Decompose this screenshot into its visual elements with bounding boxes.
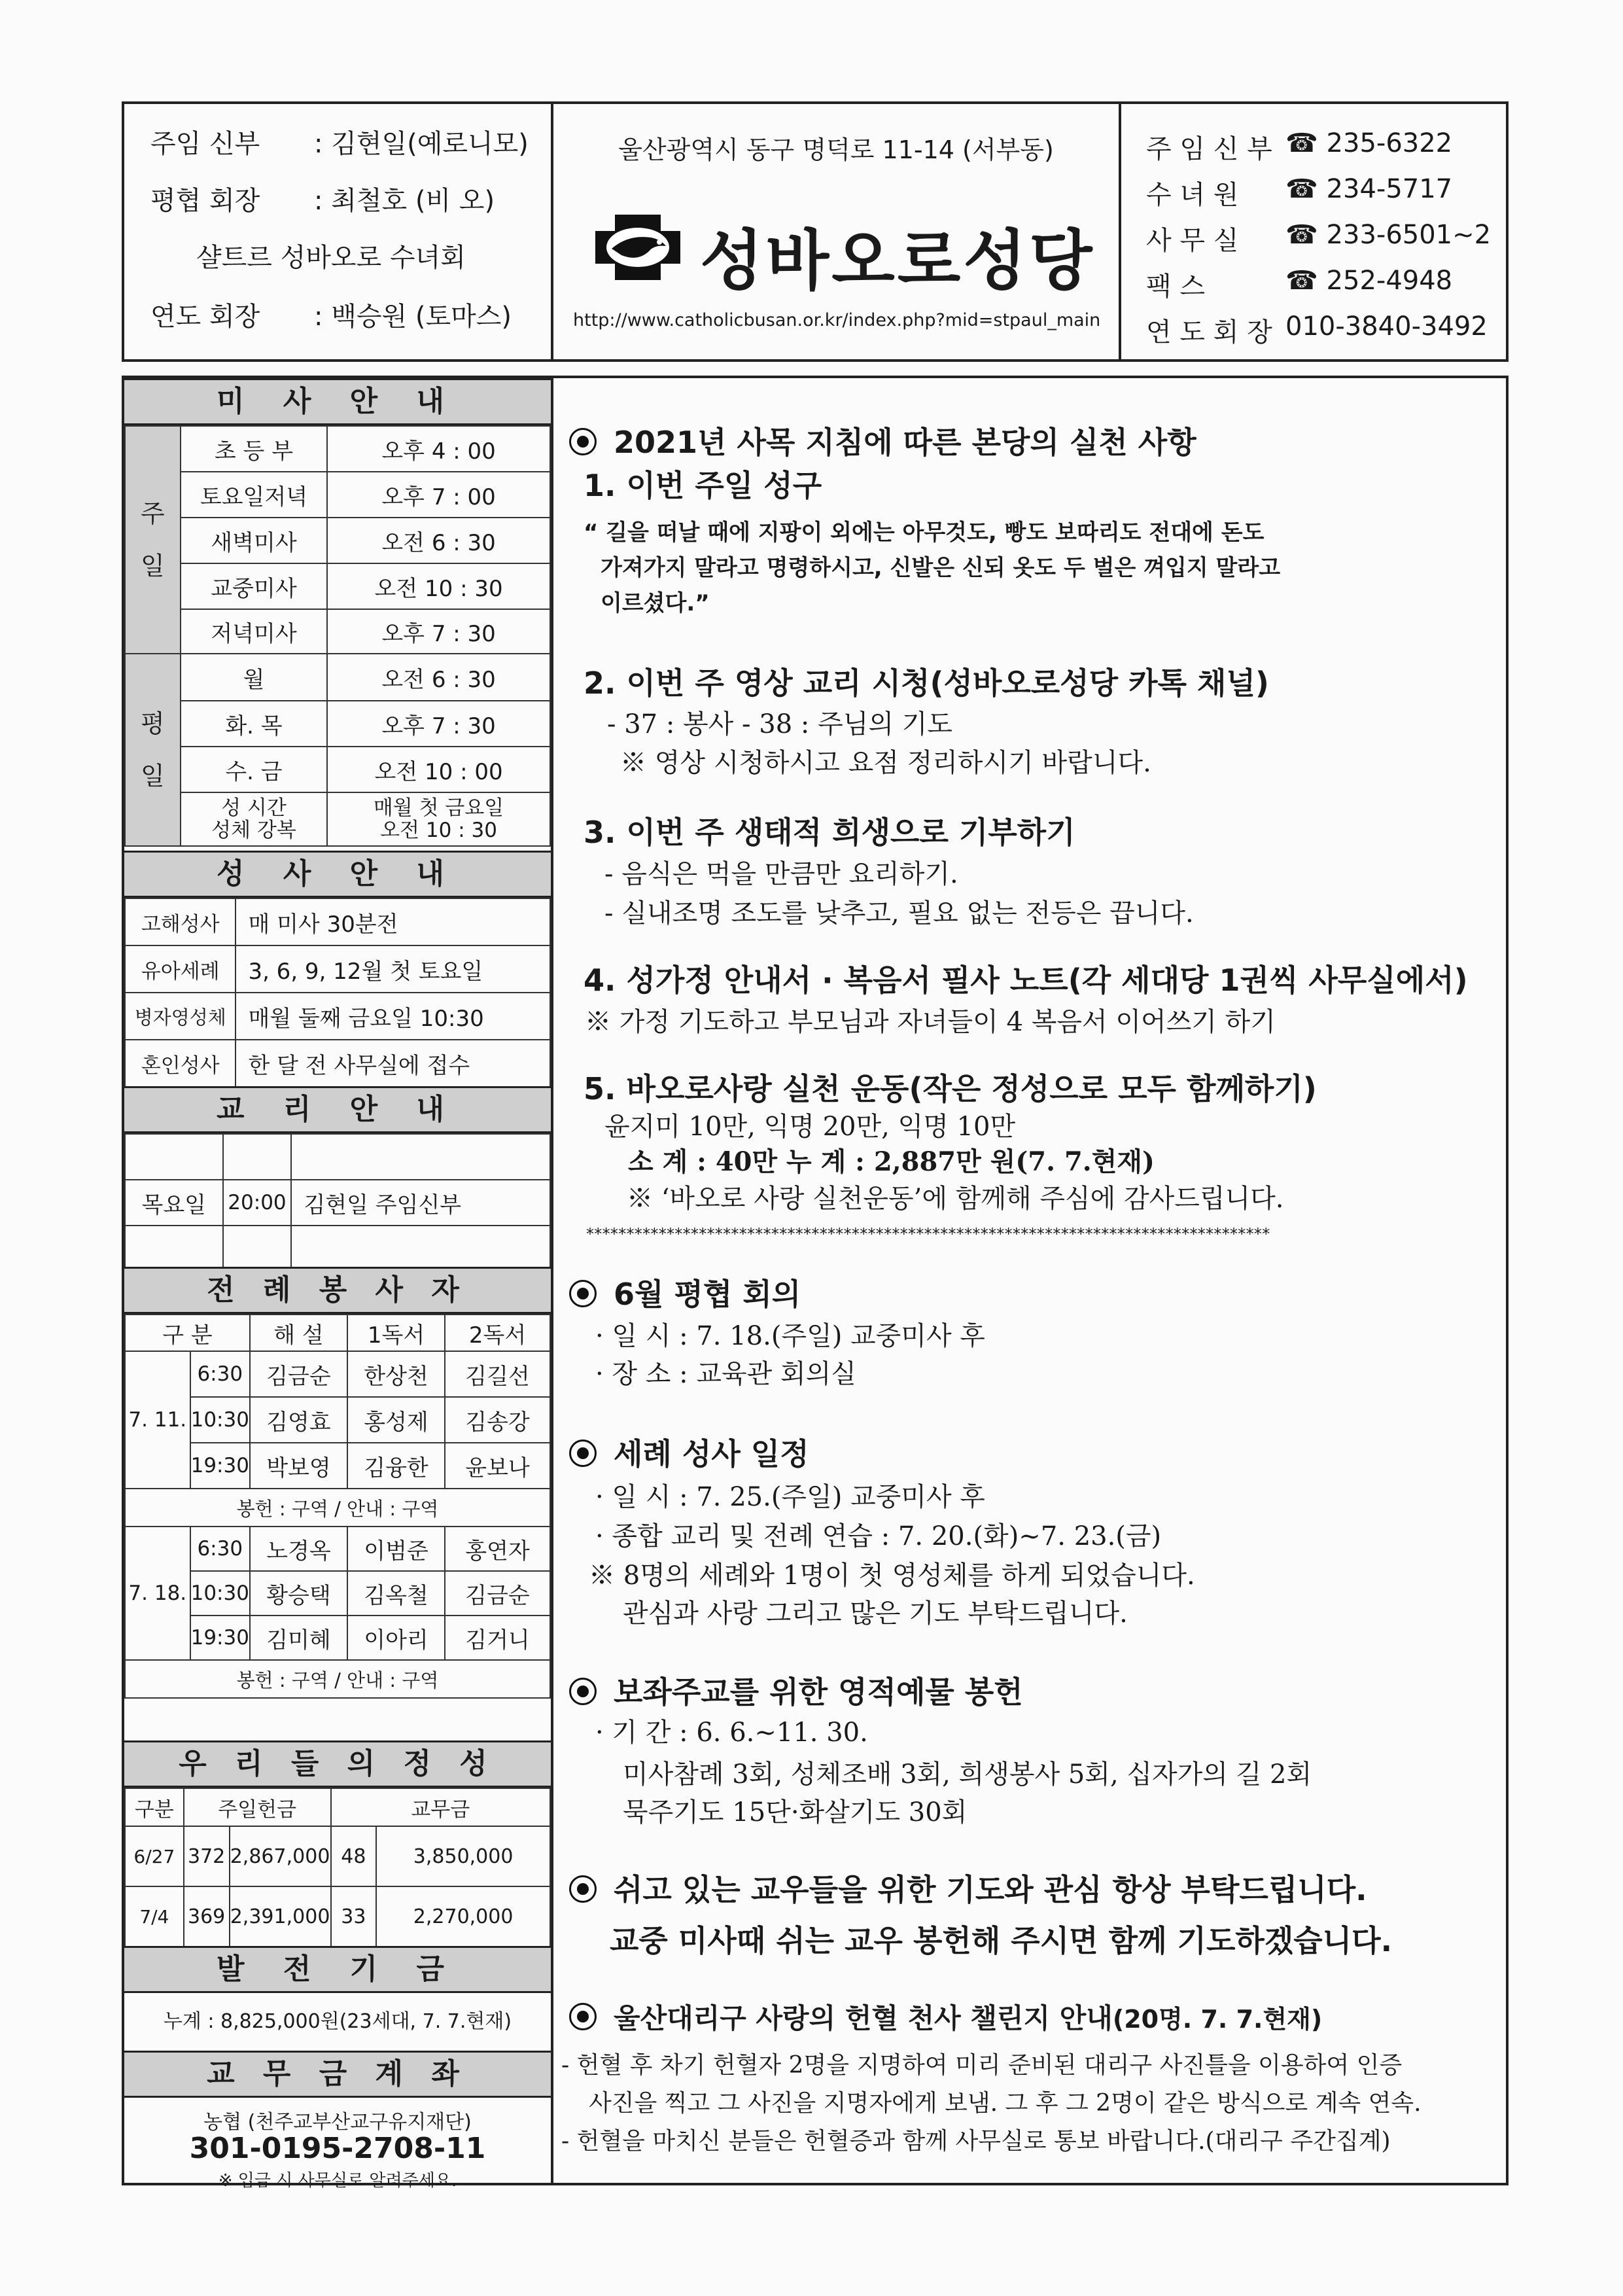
account-title: 교 무 금 계 좌	[124, 2051, 551, 2098]
offerings-header: 주일헌금	[184, 1788, 331, 1826]
bullet-icon	[569, 1280, 597, 1307]
liturgy-note: 봉헌 : 구역 / 안내 : 구역	[125, 1489, 550, 1527]
adoration-time: 매월 첫 금요일 오전 10 : 30	[327, 792, 550, 846]
item-title: 5. 바오로사랑 실천 운동(작은 정성으로 모두 함께하기)	[584, 1071, 1317, 1106]
verse-line: 이르셨다.”	[601, 590, 710, 616]
sacrament-name: 고해성사	[125, 898, 236, 945]
liturgy-cell: 한상천	[347, 1351, 445, 1397]
item-title: 2. 이번 주 영상 교리 시청(성바오로성당 카톡 채널)	[584, 665, 1269, 701]
staff-label: 주임 신부	[150, 129, 260, 159]
liturgy-cell: 노경옥	[250, 1527, 347, 1571]
sacrament-name: 혼인성사	[125, 1040, 236, 1087]
item-line: · 일 시 : 7. 25.(주일) 교중미사 후	[595, 1482, 985, 1512]
section-resting: 쉬고 있는 교우들을 위한 기도와 관심 항상 부탁드립니다.	[569, 1866, 1367, 1909]
development-title: 발 전 기 금	[124, 1946, 551, 1993]
contact-phone: ☎ 234-5717	[1285, 174, 1453, 204]
liturgy-cell: 이범준	[347, 1527, 445, 1571]
sacrament-value: 3, 6, 9, 12월 첫 토요일	[236, 945, 550, 993]
liturgy-cell: 홍성제	[347, 1397, 445, 1443]
item-line: - 실내조명 조도를 낮추고, 필요 없는 전등은 끕니다.	[604, 898, 1194, 928]
liturgy-cell: 김금순	[250, 1351, 347, 1397]
liturgy-time: 6:30	[190, 1527, 250, 1571]
liturgy-date: 7. 11.	[125, 1351, 190, 1489]
phone-icon: ☎	[1285, 128, 1318, 158]
mass-name: 초 등 부	[181, 426, 327, 472]
catechism-table	[124, 1133, 551, 1268]
liturgy-cell: 김미혜	[250, 1616, 347, 1660]
liturgy-cell: 김영효	[250, 1397, 347, 1443]
adoration-name: 성 시간 성체 강복	[181, 792, 327, 846]
section-bishop-offering: 보좌주교를 위한 영적예물 봉헌	[569, 1669, 1023, 1712]
staff-label: 연도 회장	[150, 302, 260, 332]
catechism-teacher: 김현일 주임신부	[291, 1180, 550, 1226]
liturgy-header: 해 설	[250, 1315, 347, 1351]
church-name: 성바오로성당	[700, 222, 1095, 299]
star-divider: *************************************************************************************	[586, 1225, 1270, 1243]
phone-icon: ☎	[1285, 220, 1318, 250]
item-line: 사진을 찍고 그 사진을 지명자에게 보냄. 그 후 그 2명이 같은 방식으로 계속 연속.	[589, 2090, 1422, 2117]
verse-line: 가져가지 말라고 명령하시고, 신발은 신되 옷도 두 벌은 껴입지 말라고	[601, 555, 1281, 581]
liturgy-title: 전 례 봉 사 자	[124, 1267, 551, 1314]
mass-time: 오전 6 : 30	[327, 654, 550, 701]
church-logo	[589, 208, 687, 287]
sacrament-value: 한 달 전 사무실에 접수	[236, 1040, 550, 1087]
mass-name: 저녁미사	[181, 609, 327, 654]
item-line: 윤지미 10만, 익명 20만, 익명 10만	[604, 1112, 1016, 1142]
offerings-amount: 2,391,000	[230, 1886, 331, 1947]
offerings-header: 교무금	[331, 1788, 550, 1826]
section-baptism: 세례 성사 일정	[569, 1430, 809, 1474]
liturgy-cell: 박보영	[250, 1443, 347, 1489]
item-title: 4. 성가정 안내서 · 복음서 필사 노트(각 세대당 1권씩 사무실에서)	[584, 963, 1468, 998]
offerings-amount: 2,867,000	[230, 1826, 331, 1886]
mass-title: 미 사 안 내	[124, 378, 551, 425]
resting-line2: 교중 미사때 쉬는 교우 봉헌해 주시면 함께 기도하겠습니다.	[610, 1923, 1393, 1958]
contact-phone: ☎ 252-4948	[1285, 266, 1453, 296]
account-note: ※ 입금 시 사무실로 알려주세요.	[218, 2171, 457, 2191]
item-line: 관심과 사랑 그리고 많은 기도 부탁드립니다.	[623, 1598, 1128, 1629]
item-line: - 헌혈을 마치신 분들은 헌혈증과 함께 사무실로 통보 바랍니다.(대리구 주간집계)	[561, 2128, 1391, 2155]
sacrament-name: 병자영성체	[125, 993, 236, 1040]
item-line: · 장 소 : 교육관 회의실	[595, 1359, 856, 1389]
liturgy-cell: 윤보나	[445, 1443, 550, 1489]
mass-name: 교중미사	[181, 563, 327, 609]
sacrament-name: 유아세례	[125, 945, 236, 993]
development-total: 누계 : 8,825,000원(23세대, 7. 7.현재)	[163, 2010, 512, 2033]
mass-name: 수. 금	[181, 747, 327, 792]
contact-phone: ☎ 233-6501~2	[1285, 220, 1492, 250]
liturgy-cell: 황승택	[250, 1571, 347, 1616]
liturgy-header: 구 분	[125, 1315, 250, 1351]
liturgy-table	[124, 1314, 551, 1699]
liturgy-cell: 이아리	[347, 1616, 445, 1660]
section-meeting: 6월 평협 회의	[569, 1271, 801, 1314]
contact-phone: 010-3840-3492	[1285, 311, 1488, 342]
account-number: 301-0195-2708-11	[189, 2132, 486, 2165]
item-line: · 일 시 : 7. 18.(주일) 교중미사 후	[595, 1321, 985, 1351]
item-title: 1. 이번 주일 성구	[584, 468, 822, 503]
staff-value: 샬트르 성바오로 수녀회	[196, 243, 466, 273]
contact-label: 팩 스	[1146, 272, 1205, 302]
phone-icon: ☎	[1285, 266, 1318, 296]
bullet-icon	[569, 1678, 597, 1705]
church-url[interactable]: http://www.catholicbusan.or.kr/index.php?mid=stpaul_main	[573, 310, 1101, 330]
item-line: ※ ‘바오로 사랑 실천운동’에 함께해 주심에 감사드립니다.	[627, 1184, 1284, 1214]
liturgy-cell: 김금순	[445, 1571, 550, 1616]
liturgy-time: 10:30	[190, 1397, 250, 1443]
liturgy-cell: 김옥철	[347, 1571, 445, 1616]
sacrament-value: 매월 둘째 금요일 10:30	[236, 993, 550, 1040]
offerings-count: 372	[184, 1826, 230, 1886]
section-blood-donation: 울산대리구 사랑의 헌혈 천사 챌린지 안내(20명. 7. 7.현재)	[569, 1997, 1322, 2036]
phone-icon: ☎	[1285, 174, 1318, 204]
liturgy-time: 10:30	[190, 1571, 250, 1616]
item-line: 소 계 : 40만 누 계 : 2,887만 원(7. 7.현재)	[628, 1146, 1155, 1177]
church-address: 울산광역시 동구 명덕로 11-14 (서부동)	[618, 135, 1054, 164]
bullet-icon	[569, 428, 597, 455]
offerings-count: 369	[184, 1886, 230, 1947]
liturgy-header: 2독서	[445, 1315, 550, 1351]
contact-phone: ☎ 235-6322	[1285, 128, 1453, 158]
liturgy-note: 봉헌 : 구역 / 안내 : 구역	[125, 1660, 550, 1698]
bullet-icon	[569, 1439, 597, 1467]
staff-label: 평협 회장	[150, 186, 260, 216]
liturgy-time: 19:30	[190, 1443, 250, 1489]
item-line: · 종합 교리 및 전례 연습 : 7. 20.(화)~7. 23.(금)	[595, 1521, 1162, 1551]
offerings-header: 구분	[125, 1788, 184, 1826]
mass-time: 오후 7 : 30	[327, 609, 550, 654]
weekday-label: 평일	[125, 654, 181, 846]
dove-cross-logo-icon	[589, 208, 687, 287]
mass-time: 오후 7 : 30	[327, 701, 550, 747]
bullet-icon	[569, 1875, 597, 1903]
liturgy-cell: 홍연자	[445, 1527, 550, 1571]
sunday-label: 주일	[125, 426, 181, 654]
liturgy-cell: 김길선	[445, 1351, 550, 1397]
item-line: · 기 간 : 6. 6.~11. 30.	[595, 1718, 868, 1748]
liturgy-date: 7. 18.	[125, 1527, 190, 1660]
mass-name: 화. 목	[181, 701, 327, 747]
liturgy-header: 1독서	[347, 1315, 445, 1351]
offerings-title: 우 리 들 의 정 성	[124, 1740, 551, 1788]
contact-label: 주 임 신 부	[1146, 134, 1272, 164]
liturgy-time: 6:30	[190, 1351, 250, 1397]
sacraments-table	[124, 898, 551, 1087]
offerings-amount: 3,850,000	[376, 1826, 550, 1886]
offerings-count: 48	[331, 1826, 377, 1886]
contact-label: 연 도 회 장	[1146, 317, 1272, 347]
mass-time: 오후 4 : 00	[327, 426, 550, 472]
item-line: ※ 8명의 세례와 1명이 첫 영성체를 하게 되었습니다.	[589, 1561, 1195, 1591]
item-line: - 37 : 봉사 - 38 : 주님의 기도	[607, 709, 952, 739]
contact-label: 수 녀 원	[1146, 180, 1239, 210]
offerings-amount: 2,270,000	[376, 1886, 550, 1947]
verse-line: “ 길을 떠날 때에 지팡이 외에는 아무것도, 빵도 보따리도 전대에 돈도	[584, 520, 1265, 546]
mass-time: 오후 7 : 00	[327, 472, 550, 518]
item-line: ※ 가정 기도하고 부모님과 자녀들이 4 복음서 이어쓰기 하기	[585, 1007, 1276, 1037]
mass-name: 월	[181, 654, 327, 701]
item-line: ※ 영상 시청하시고 요점 정리하시기 바랍니다.	[620, 748, 1151, 778]
staff-value: : 김현일(예로니모)	[314, 129, 529, 159]
item-line: 미사참례 3회, 성체조배 3회, 희생봉사 5회, 십자가의 길 2회	[623, 1759, 1312, 1790]
liturgy-time: 19:30	[190, 1616, 250, 1660]
liturgy-cell: 김거니	[445, 1616, 550, 1660]
offerings-count: 33	[331, 1886, 377, 1947]
sidebar	[122, 376, 553, 2191]
liturgy-cell: 김융한	[347, 1443, 445, 1489]
mass-time: 오전 6 : 30	[327, 518, 550, 563]
mass-table	[124, 425, 551, 847]
catechism-time: 20:00	[223, 1180, 292, 1226]
staff-value: : 백승원 (토마스)	[314, 302, 512, 332]
liturgy-cell: 김송강	[445, 1397, 550, 1443]
catechism-day: 목요일	[125, 1180, 223, 1226]
bullet-icon	[569, 2003, 597, 2030]
mass-time: 오전 10 : 30	[327, 563, 550, 609]
item-title: 3. 이번 주 생태적 희생으로 기부하기	[584, 815, 1075, 850]
sacrament-value: 매 미사 30분전	[236, 898, 550, 945]
contact-label: 사 무 실	[1146, 226, 1239, 256]
sacraments-title: 성 사 안 내	[124, 851, 551, 898]
section-pastoral: 2021년 사목 지침에 따른 본당의 실천 사항	[569, 419, 1196, 462]
item-line: - 음식은 먹을 만큼만 요리하기.	[604, 859, 958, 889]
mass-time: 오전 10 : 00	[327, 747, 550, 792]
account-bank: 농협 (천주교부산교구유지재단)	[203, 2111, 472, 2134]
offerings-date: 7/4	[125, 1886, 184, 1947]
staff-value: : 최철호 (비 오)	[314, 186, 495, 216]
mass-name: 토요일저녁	[181, 472, 327, 518]
catechism-title: 교 리 안 내	[124, 1086, 551, 1133]
offerings-date: 6/27	[125, 1826, 184, 1886]
mass-name: 새벽미사	[181, 518, 327, 563]
item-line: - 헌혈 후 차기 헌혈자 2명을 지명하여 미리 준비된 대리구 사진틀을 이용하여 인증	[561, 2052, 1403, 2079]
item-line: 묵주기도 15단·화살기도 30회	[623, 1797, 968, 1828]
offerings-table	[124, 1788, 551, 1947]
